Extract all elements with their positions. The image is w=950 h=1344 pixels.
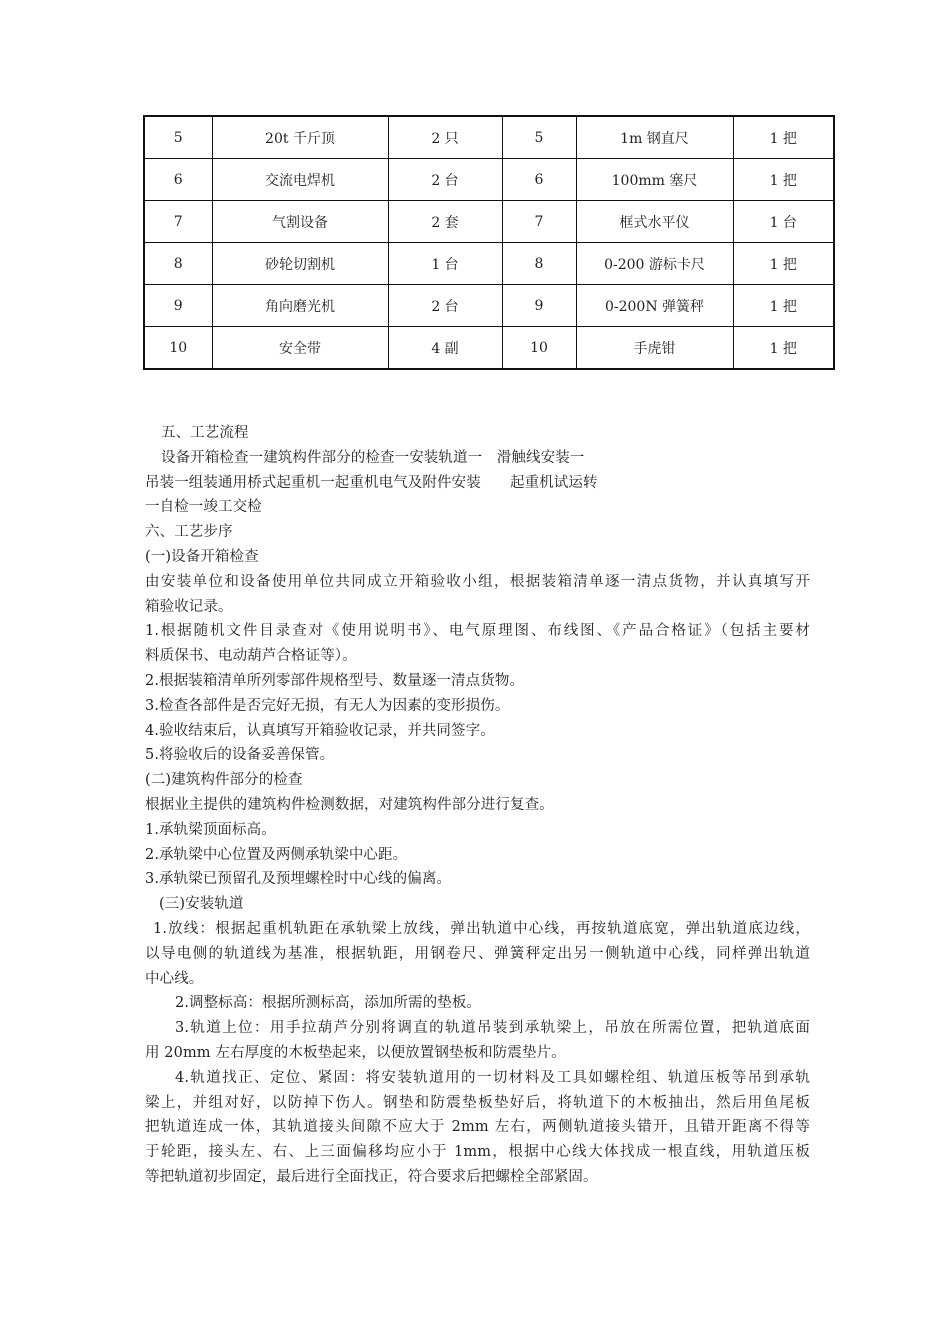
- table-row: [144, 201, 834, 243]
- text-line: 2.承轨梁中心位置及两侧承轨梁中心距。: [145, 846, 408, 863]
- table-cell: 0-200N 弹簧秤: [576, 285, 733, 327]
- table-cell: 手虎钳: [576, 327, 733, 370]
- table-cell: 20t 千斤顶: [212, 116, 388, 159]
- table-cell: 8: [144, 243, 212, 285]
- document-body: [145, 421, 810, 1190]
- text-line: 用 20mm 左右厚度的木板垫起来，以便放置钢垫板和防震垫片。: [145, 1044, 566, 1061]
- table-row: [144, 327, 834, 370]
- table-cell: 交流电焊机: [212, 159, 388, 201]
- table-row: [144, 116, 834, 159]
- table-cell: 100mm 塞尺: [576, 159, 733, 201]
- table-cell: 9: [144, 285, 212, 327]
- table-cell: 1 台: [733, 201, 834, 243]
- table-cell: 气割设备: [212, 201, 388, 243]
- text-line: 1.承轨梁顶面标高。: [145, 821, 276, 838]
- text-line: 2.根据装箱清单所列零部件规格型号、数量逐一清点货物。: [145, 672, 525, 689]
- table-cell: 10: [144, 327, 212, 370]
- text-line: 设备开箱检查一建筑构件部分的检查一安装轨道一 滑触线安装一: [161, 449, 585, 466]
- text-line: 中心线。: [145, 970, 204, 987]
- text-line: 3.检查各部件是否完好无损，有无人为因素的变形损伤。: [145, 697, 510, 714]
- section-heading: 五、工艺流程: [161, 425, 249, 441]
- table-cell: 10: [502, 327, 576, 370]
- table-cell: 2 台: [388, 159, 502, 201]
- text-line: 吊装一组装通用桥式起重机一起重机电气及附件安装 起重机试运转: [145, 474, 598, 491]
- table-cell: 2 套: [388, 201, 502, 243]
- table-cell: 2 只: [388, 116, 502, 159]
- table-cell: 2 台: [388, 285, 502, 327]
- equipment-table: [143, 115, 835, 370]
- text-line: 4.验收结束后，认真填写开箱验收记录，并共同签字。: [145, 722, 495, 739]
- text-line: 由安装单位和设备使用单位共同成立开箱验收小组，根据装箱清单逐一清点货物，并认真填写开: [145, 573, 810, 590]
- table-cell: 1 把: [733, 116, 834, 159]
- subsection-heading: (一)设备开箱检查: [145, 548, 259, 565]
- table-cell: 安全带: [212, 327, 388, 370]
- table-cell: 0-200 游标卡尺: [576, 243, 733, 285]
- table-row: [144, 159, 834, 201]
- text-line: 等把轨道初步固定，最后进行全面找正，符合要求后把螺栓全部紧固。: [145, 1168, 598, 1185]
- text-line: 根据业主提供的建筑构件检测数据，对建筑构件部分进行复查。: [145, 796, 554, 813]
- text-line: 箱验收记录。: [145, 598, 233, 615]
- text-line: 梁上，并组对好，以防掉下伤人。钢垫和防震垫板垫好后，将轨道下的木板抽出，然后用鱼尾板: [145, 1094, 810, 1111]
- subsection-heading: (三)安装轨道: [159, 896, 244, 913]
- text-line: 1.根据随机文件目录查对《使用说明书》、电气原理图、布线图、《产品合格证》（包括主要材: [145, 623, 810, 640]
- table-cell: 1 把: [733, 327, 834, 370]
- table-cell: 1m 钢直尺: [576, 116, 733, 159]
- section-heading: 六、工艺步序: [145, 524, 233, 541]
- text-line: 以导电侧的轨道线为基准，根据轨距，用钢卷尺、弹簧秤定出另一侧轨道中心线，同样弹出轨道: [145, 945, 810, 962]
- table-cell: 6: [502, 159, 576, 201]
- table-cell: 框式水平仪: [576, 201, 733, 243]
- text-line: 于轮距，接头左、右、上三面偏移均应小于 1mm，根据中心线大体找成一根直线，用轨道压板: [145, 1144, 810, 1161]
- text-line: 5.将验收后的设备妥善保管。: [145, 747, 335, 764]
- table-cell: 1 把: [733, 285, 834, 327]
- subsection-heading: (二)建筑构件部分的检查: [145, 772, 303, 789]
- table-cell: 8: [502, 243, 576, 285]
- text-line: 3.轨道上位：用手拉葫芦分别将调直的轨道吊装到承轨梁上，吊放在所需位置，把轨道底面: [175, 1020, 810, 1037]
- table-cell: 7: [502, 201, 576, 243]
- text-line: 3.承轨梁已预留孔及预埋螺栓时中心线的偏离。: [145, 871, 452, 888]
- table-cell: 4 副: [388, 327, 502, 370]
- table-cell: 5: [144, 116, 212, 159]
- text-line: 一自检一竣工交检: [145, 499, 262, 516]
- text-line: 4.轨道找正、定位、紧固：将安装轨道用的一切材料及工具如螺栓组、轨道压板等吊到承轨: [175, 1069, 810, 1086]
- table-row: [144, 285, 834, 327]
- table-cell: 6: [144, 159, 212, 201]
- table-cell: 1 把: [733, 243, 834, 285]
- table-cell: 7: [144, 201, 212, 243]
- table-cell: 9: [502, 285, 576, 327]
- table-cell: 1 把: [733, 159, 834, 201]
- table-cell: 1 台: [388, 243, 502, 285]
- text-line: 2.调整标高：根据所测标高，添加所需的垫板。: [175, 995, 482, 1012]
- table-cell: 5: [502, 116, 576, 159]
- text-line: 1.放线：根据起重机轨距在承轨梁上放线，弹出轨道中心线，再按轨道底宽，弹出轨道底边线，: [153, 920, 810, 937]
- text-line: 把轨道连成一体，其轨道接头间隙不应大于 2mm 左右，两侧轨道接头错开，且错开距离不得等: [145, 1119, 810, 1136]
- text-line: 料质保书、电动葫芦合格证等）。: [145, 648, 357, 665]
- table-cell: 砂轮切割机: [212, 243, 388, 285]
- table-row: [144, 243, 834, 285]
- table-cell: 角向磨光机: [212, 285, 388, 327]
